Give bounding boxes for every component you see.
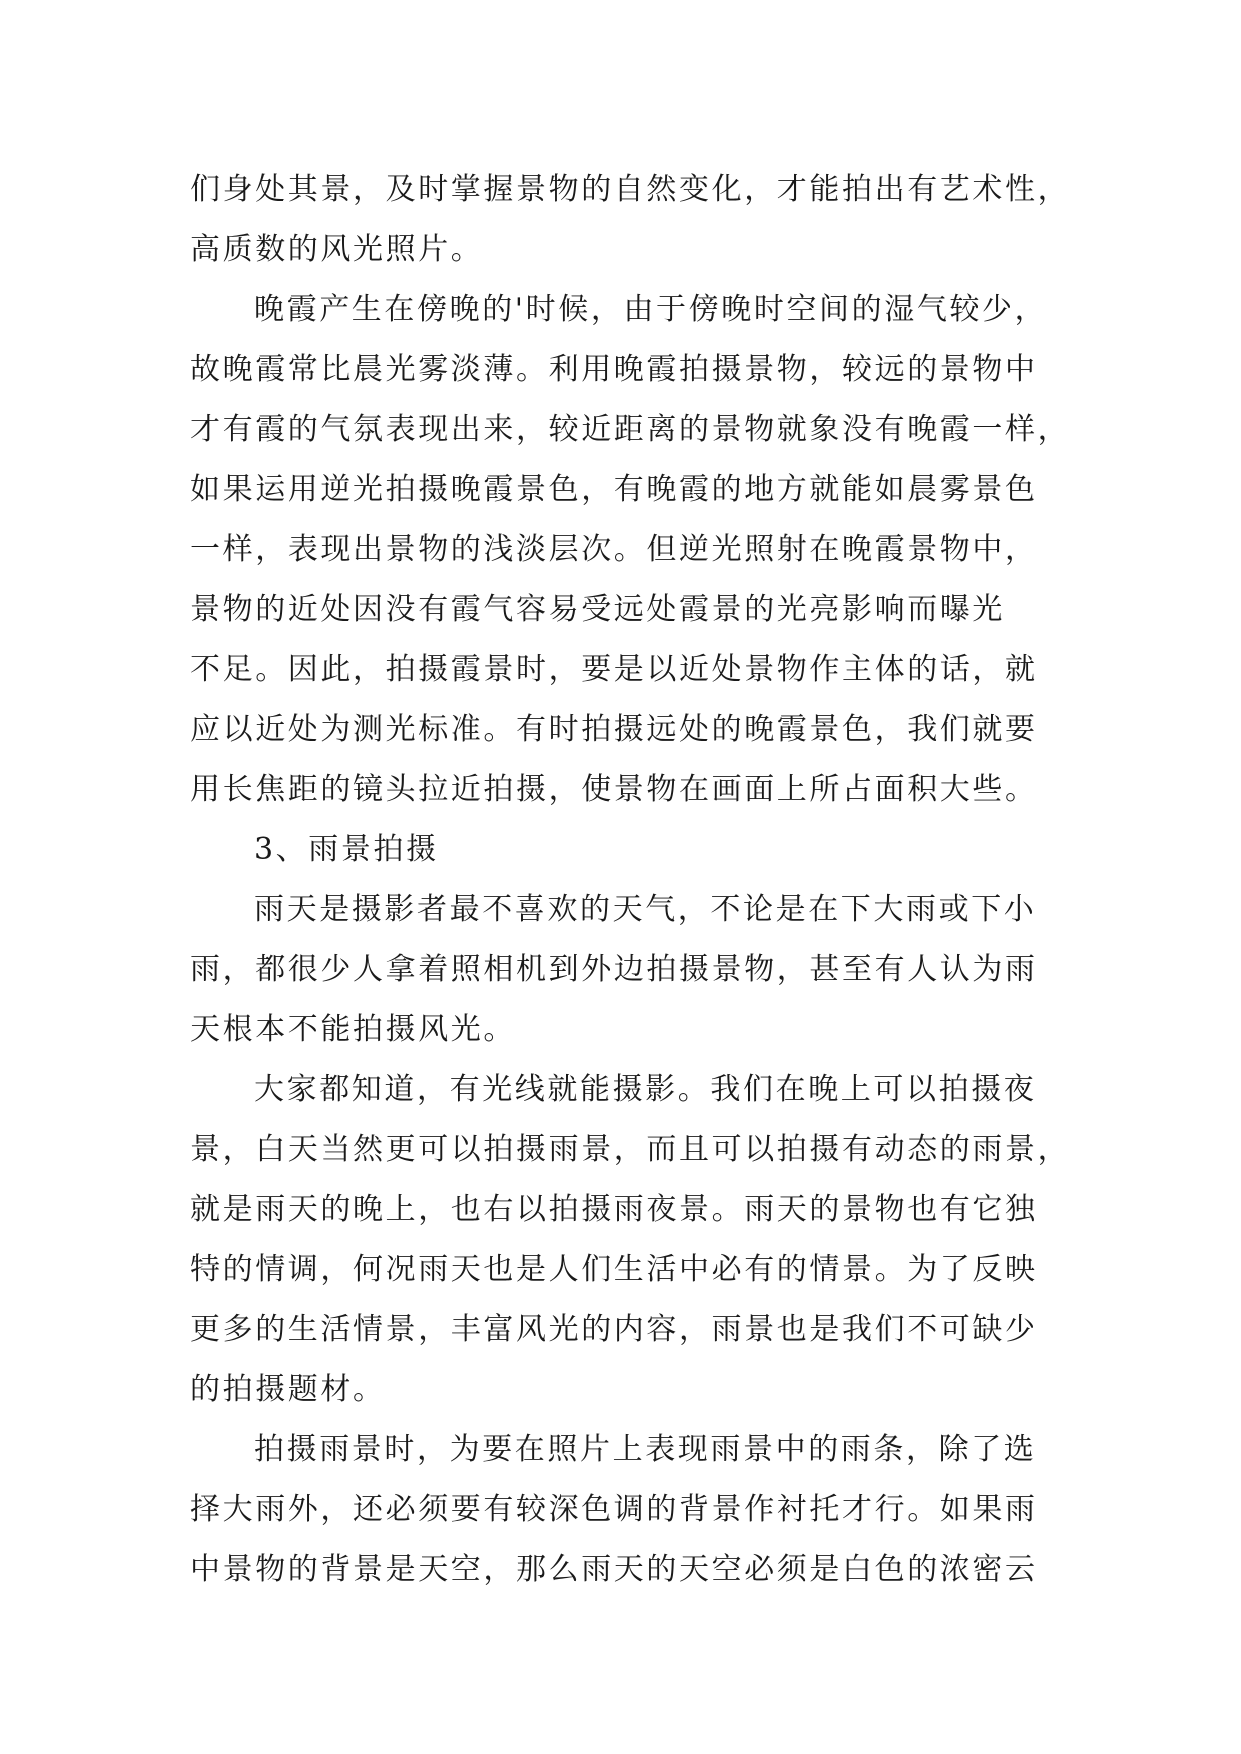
text-line: 才有霞的气氛表现出来，较近距离的景物就象没有晚霞一样， (190, 412, 1071, 447)
text-line: 一样，表现出景物的浅淡层次。但逆光照射在晚霞景物中， (190, 532, 1038, 567)
text-line: 特的情调，何况雨天也是人们生活中必有的情景。为了反映 (190, 1252, 1038, 1287)
text-line: 择大雨外，还必须要有较深色调的背景作衬托才行。如果雨 (190, 1492, 1038, 1527)
text-line: 雨，都很少人拿着照相机到外边拍摄景物，甚至有人认为雨 (190, 952, 1038, 987)
text-line: 3、雨景拍摄 (254, 832, 439, 867)
text-line: 天根本不能拍摄风光。 (190, 1012, 516, 1047)
text-line: 高质数的风光照片。 (190, 232, 484, 267)
text-line: 如果运用逆光拍摄晚霞景色，有晚霞的地方就能如晨雾景色 (190, 472, 1038, 507)
text-line: 们身处其景，及时掌握景物的自然变化，才能拍出有艺术性， (190, 172, 1071, 207)
text-line: 拍摄雨景时，为要在照片上表现雨景中的雨条，除了选 (254, 1432, 1037, 1467)
text-line: 晚霞产生在傍晚的'时候，由于傍晚时空间的湿气较少， (254, 292, 1048, 327)
text-line: 更多的生活情景，丰富风光的内容，雨景也是我们不可缺少 (190, 1312, 1038, 1347)
text-line: 景，白天当然更可以拍摄雨景，而且可以拍摄有动态的雨景， (190, 1132, 1071, 1167)
text-line: 雨天是摄影者最不喜欢的天气，不论是在下大雨或下小 (254, 892, 1037, 927)
text-line: 景物的近处因没有霞气容易受远处霞景的光亮影响而曝光 (190, 592, 1005, 627)
text-line: 故晚霞常比晨光雾淡薄。利用晚霞拍摄景物，较远的景物中 (190, 352, 1038, 387)
text-line: 中景物的背景是天空，那么雨天的天空必须是白色的浓密云 (190, 1552, 1038, 1587)
body-text (190, 160, 1071, 1600)
text-line: 应以近处为测光标准。有时拍摄远处的晚霞景色，我们就要 (190, 712, 1038, 747)
text-line: 大家都知道，有光线就能摄影。我们在晚上可以拍摄夜 (254, 1072, 1037, 1107)
text-line: 就是雨天的晚上，也右以拍摄雨夜景。雨天的景物也有它独 (190, 1192, 1038, 1227)
text-line: 用长焦距的镜头拉近拍摄，使景物在画面上所占面积大些。 (190, 772, 1038, 807)
text-line: 不足。因此，拍摄霞景时，要是以近处景物作主体的话，就 (190, 652, 1038, 687)
text-line: 的拍摄题材。 (190, 1372, 386, 1407)
